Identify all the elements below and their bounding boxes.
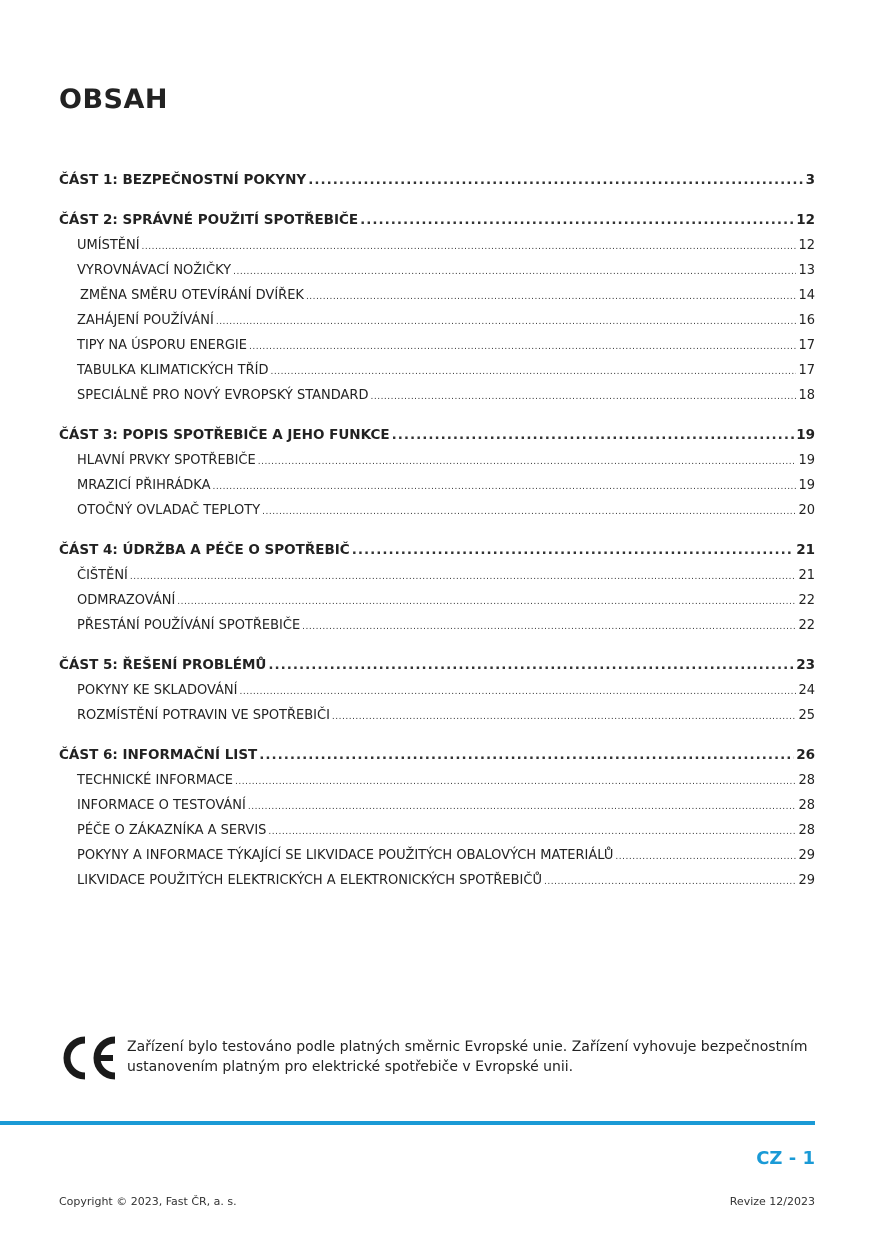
toc-item-page: 25 bbox=[798, 708, 815, 723]
toc-item[interactable] bbox=[59, 703, 815, 728]
toc-item-page: 19 bbox=[798, 453, 815, 468]
toc-item-label: VYROVNÁVACÍ NOŽIČKY bbox=[77, 263, 232, 278]
revision-text: Revize 12/2023 bbox=[729, 1195, 815, 1208]
leader-dots bbox=[544, 870, 796, 895]
toc-item-label: PÉČE O ZÁKAZNÍKA A SERVIS bbox=[77, 823, 267, 838]
toc-item-label: ROZMÍSTĚNÍ POTRAVIN VE SPOTŘEBIČI bbox=[77, 708, 330, 723]
toc-item-page: 18 bbox=[798, 388, 815, 403]
toc-item-page: 17 bbox=[798, 363, 815, 378]
toc-item[interactable] bbox=[59, 678, 815, 703]
toc-section bbox=[59, 538, 815, 638]
toc-item-page: 17 bbox=[798, 338, 815, 353]
leader-dots bbox=[308, 168, 803, 193]
toc-item[interactable] bbox=[59, 613, 815, 638]
toc-item-label: PŘESTÁNÍ POUŽÍVÁNÍ SPOTŘEBIČE bbox=[77, 618, 301, 633]
leader-dots bbox=[258, 450, 797, 475]
toc-item[interactable] bbox=[59, 383, 815, 408]
leader-dots bbox=[259, 743, 794, 768]
toc-item-label: LIKVIDACE POUŽITÝCH ELEKTRICKÝCH A ELEKTRONICKÝCH SPOTŘEBIČŮ bbox=[77, 873, 542, 888]
toc-item-label: HLAVNÍ PRVKY SPOTŘEBIČE bbox=[77, 453, 256, 468]
table-of-contents bbox=[59, 168, 815, 908]
toc-item-label: TIPY NA ÚSPORU ENERGIE bbox=[77, 338, 247, 353]
ce-conformity-text: Zařízení bylo testováno podle platných směrnic Evropské unie. Zařízení vyhovuje bezpečnostním ustanovením platným pro elektrické spotřebiče v Evropské unii. bbox=[127, 1039, 808, 1075]
toc-chapter[interactable] bbox=[59, 538, 815, 563]
toc-item[interactable] bbox=[59, 233, 815, 258]
leader-dots bbox=[239, 680, 796, 705]
toc-chapter-label: ČÁST 3: POPIS SPOTŘEBIČE A JEHO FUNKCE bbox=[59, 427, 390, 443]
toc-item-label: TABULKA KLIMATICKÝCH TŘÍD bbox=[77, 363, 269, 378]
toc-item-label: OTOČNÝ OVLADAČ TEPLOTY bbox=[77, 503, 261, 518]
leader-dots bbox=[268, 820, 796, 845]
toc-item-label: INFORMACE O TESTOVÁNÍ bbox=[77, 798, 246, 813]
toc-item[interactable] bbox=[59, 768, 815, 793]
toc-item-page: 19 bbox=[798, 478, 815, 493]
toc-chapter-label: ČÁST 1: BEZPEČNOSTNÍ POKYNY bbox=[59, 172, 307, 188]
toc-item-page: 14 bbox=[798, 288, 815, 303]
page-title: OBSAH bbox=[59, 84, 168, 115]
leader-dots bbox=[360, 208, 794, 233]
toc-item-label: ZMĚNA SMĚRU OTEVÍRÁNÍ DVÍŘEK bbox=[80, 288, 304, 303]
toc-item[interactable] bbox=[59, 818, 815, 843]
leader-dots bbox=[262, 500, 796, 525]
toc-item-page: 12 bbox=[798, 238, 815, 253]
toc-item[interactable] bbox=[59, 358, 815, 383]
toc-chapter-page: 23 bbox=[796, 657, 815, 673]
toc-item[interactable] bbox=[59, 473, 815, 498]
toc-chapter-label: ČÁST 2: SPRÁVNÉ POUŽITÍ SPOTŘEBIČE bbox=[59, 212, 359, 228]
leader-dots bbox=[212, 475, 796, 500]
toc-chapter-label: ČÁST 4: ÚDRŽBA A PÉČE O SPOTŘEBIČ bbox=[59, 542, 350, 558]
leader-dots bbox=[130, 565, 797, 590]
toc-item[interactable] bbox=[59, 868, 815, 893]
toc-item-page: 22 bbox=[798, 593, 815, 608]
leader-dots bbox=[302, 615, 796, 640]
toc-section bbox=[59, 423, 815, 523]
toc-item-label: POKYNY KE SKLADOVÁNÍ bbox=[77, 683, 238, 698]
toc-chapter[interactable] bbox=[59, 653, 815, 678]
toc-item-label: MRAZICÍ PŘIHRÁDKA bbox=[77, 478, 211, 493]
toc-item-label: POKYNY A INFORMACE TÝKAJÍCÍ SE LIKVIDACE POUŽITÝCH OBALOVÝCH MATERIÁLŮ bbox=[77, 848, 614, 863]
footer-divider bbox=[0, 1121, 815, 1125]
toc-item-page: 28 bbox=[798, 773, 815, 788]
leader-dots bbox=[233, 260, 796, 285]
toc-chapter[interactable] bbox=[59, 743, 815, 768]
toc-item-page: 21 bbox=[798, 568, 815, 583]
toc-item[interactable] bbox=[59, 793, 815, 818]
toc-item-page: 13 bbox=[798, 263, 815, 278]
toc-item[interactable] bbox=[59, 283, 815, 308]
leader-dots bbox=[248, 795, 797, 820]
toc-chapter-page: 26 bbox=[796, 747, 815, 763]
leader-dots bbox=[370, 385, 796, 410]
toc-section bbox=[59, 168, 815, 193]
toc-chapter-page: 3 bbox=[805, 172, 815, 188]
leader-dots bbox=[249, 335, 796, 360]
toc-item-page: 29 bbox=[798, 848, 815, 863]
toc-section bbox=[59, 208, 815, 408]
leader-dots bbox=[332, 705, 797, 730]
toc-item[interactable] bbox=[59, 258, 815, 283]
leader-dots bbox=[235, 770, 796, 795]
toc-chapter-page: 12 bbox=[796, 212, 815, 228]
toc-section bbox=[59, 743, 815, 893]
toc-chapter-label: ČÁST 5: ŘEŠENÍ PROBLÉMŮ bbox=[59, 657, 267, 673]
toc-item[interactable] bbox=[59, 843, 815, 868]
leader-dots bbox=[177, 590, 796, 615]
toc-item-page: 16 bbox=[798, 313, 815, 328]
leader-dots bbox=[270, 360, 796, 385]
toc-item-label: UMÍSTĚNÍ bbox=[77, 238, 140, 253]
leader-dots bbox=[216, 310, 797, 335]
toc-item-label: ČIŠTĚNÍ bbox=[77, 568, 128, 583]
toc-chapter-page: 21 bbox=[796, 542, 815, 558]
leader-dots bbox=[268, 653, 794, 678]
toc-item-page: 20 bbox=[798, 503, 815, 518]
toc-item-label: ODMRAZOVÁNÍ bbox=[77, 593, 176, 608]
toc-item[interactable] bbox=[59, 498, 815, 523]
leader-dots bbox=[615, 845, 796, 870]
toc-chapter[interactable] bbox=[59, 423, 815, 448]
toc-chapter-page: 19 bbox=[796, 427, 815, 443]
leader-dots bbox=[352, 538, 795, 563]
toc-item-page: 28 bbox=[798, 823, 815, 838]
page-number: CZ - 1 bbox=[756, 1148, 815, 1169]
toc-item-page: 24 bbox=[798, 683, 815, 698]
toc-item-label: TECHNICKÉ INFORMACE bbox=[77, 773, 233, 788]
toc-chapter[interactable] bbox=[59, 208, 815, 233]
leader-dots bbox=[142, 235, 797, 260]
toc-item-page: 29 bbox=[798, 873, 815, 888]
toc-item-page: 22 bbox=[798, 618, 815, 633]
toc-item[interactable] bbox=[59, 448, 815, 473]
ce-mark-icon bbox=[59, 1036, 119, 1080]
toc-item-page: 28 bbox=[798, 798, 815, 813]
toc-chapter[interactable] bbox=[59, 168, 815, 193]
toc-item-label: SPECIÁLNĚ PRO NOVÝ EVROPSKÝ STANDARD bbox=[77, 388, 369, 403]
leader-dots bbox=[306, 285, 797, 310]
toc-item[interactable] bbox=[59, 563, 815, 588]
toc-chapter-label: ČÁST 6: INFORMAČNÍ LIST bbox=[59, 747, 258, 763]
copyright-text: Copyright © 2023, Fast ČR, a. s. bbox=[59, 1195, 237, 1208]
toc-item-label: ZAHÁJENÍ POUŽÍVÁNÍ bbox=[77, 313, 214, 328]
leader-dots bbox=[392, 423, 795, 448]
toc-item[interactable] bbox=[59, 333, 815, 358]
toc-item[interactable] bbox=[59, 308, 815, 333]
toc-item[interactable] bbox=[59, 588, 815, 613]
toc-section bbox=[59, 653, 815, 728]
